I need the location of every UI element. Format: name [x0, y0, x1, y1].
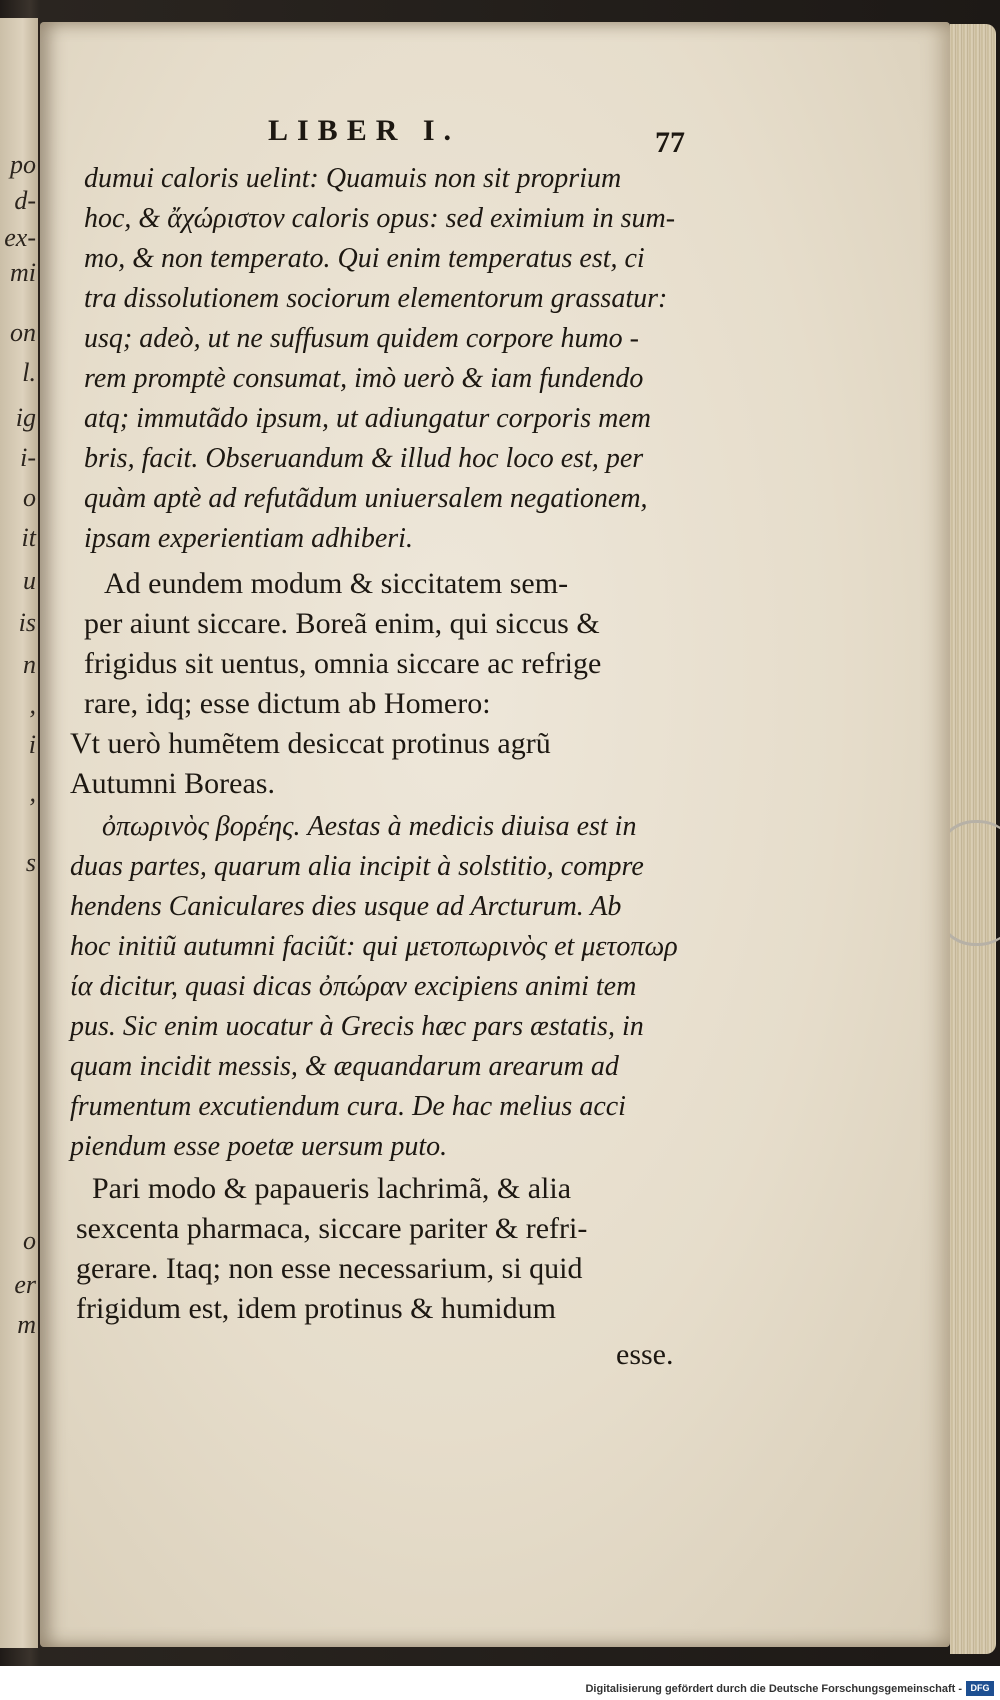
- page-number: 77: [655, 126, 685, 159]
- text-line: ipsam experientiam adhiberi.: [84, 523, 413, 554]
- text-line: quam incidit messis, & æquandarum arearum ad: [70, 1051, 619, 1082]
- text-line: per aiunt siccare. Boreã enim, qui siccus &: [84, 607, 600, 640]
- margin-fragment: er: [14, 1270, 36, 1299]
- margin-fragment: l.: [22, 358, 36, 387]
- text-line: duas partes, quarum alia incipit à solstitio, compre: [70, 851, 644, 882]
- margin-fragment: i-: [20, 443, 36, 472]
- text-line: pus. Sic enim uocatur à Grecis hæc pars æstatis, in: [70, 1011, 644, 1042]
- text-line: mo, & non temperato. Qui enim temperatus est, ci: [84, 243, 645, 274]
- text-line: rem promptè consumat, imò uerò & iam fundendo: [84, 363, 644, 394]
- margin-fragment: is: [18, 608, 36, 637]
- text-line: Ad eundem modum & siccitatem sem-: [104, 567, 569, 600]
- catchword: esse.: [616, 1338, 674, 1371]
- dfg-logo: DFG: [966, 1681, 994, 1696]
- running-header: LIBER I.: [268, 114, 461, 147]
- margin-fragment: ex-: [4, 223, 36, 252]
- text-line: frumentum excutiendum cura. De hac melius acci: [70, 1091, 626, 1122]
- text-line: piendum esse poetæ uersum puto.: [70, 1131, 448, 1162]
- digitization-credit: Digitalisierung gefördert durch die Deutsche Forschungsgemeinschaft -: [585, 1683, 962, 1695]
- text-line: Autumni Boreas.: [70, 767, 275, 800]
- text-line: gerare. Itaq; non esse necessarium, si quid: [76, 1252, 583, 1285]
- margin-fragment: i: [28, 730, 36, 759]
- text-line: frigidum est, idem protinus & humidum: [76, 1292, 556, 1325]
- text-line: quàm aptè ad refutãdum uniuersalem negationem,: [84, 483, 648, 514]
- text-line: Vt uerò humẽtem desiccat protinus agrũ: [70, 727, 551, 760]
- margin-fragment: s: [25, 848, 36, 877]
- book-page: [40, 22, 950, 1647]
- margin-fragment: it: [21, 523, 36, 552]
- margin-fragment: on: [10, 318, 36, 347]
- text-line: sexcenta pharmaca, siccare pariter & refri-: [76, 1212, 588, 1245]
- margin-fragment: po: [10, 150, 36, 179]
- text-line: tra dissolutionem sociorum elementorum grassatur:: [84, 283, 668, 314]
- margin-fragment: ig: [15, 403, 36, 432]
- text-line: ία dicitur, quasi dicas ὀπώραν excipiens animi tem: [70, 971, 637, 1002]
- margin-fragment: n: [23, 650, 36, 679]
- text-line: ὀπωρινὸς βορέης. Aestas à medicis diuisa est in: [102, 811, 637, 842]
- text-line: hoc, & ἄχώριστον caloris opus: sed eximium in sum-: [84, 203, 676, 234]
- margin-fragment: u: [23, 566, 36, 595]
- text-line: rare, idq; esse dictum ab Homero:: [84, 687, 491, 720]
- margin-fragment: ,: [29, 690, 36, 719]
- text-line: hoc initiũ autumni faciũt: qui μετοπωρινὸς et μετοπωρ: [70, 931, 678, 962]
- margin-fragment: o: [23, 1226, 36, 1255]
- text-line: usq; adeò, ut ne suffusum quidem corpore humo -: [84, 323, 640, 354]
- text-line: hendens Caniculares dies usque ad Arcturum. Ab: [70, 891, 622, 922]
- text-line: frigidus sit uentus, omnia siccare ac refrige: [84, 647, 602, 680]
- margin-fragment: mi: [10, 258, 36, 287]
- margin-fragment: o: [23, 483, 36, 512]
- margin-fragment: m: [17, 1310, 36, 1339]
- margin-fragment: ,: [29, 778, 36, 807]
- text-line: Pari modo & papaueris lachrimã, & alia: [92, 1172, 572, 1205]
- text-line: dumui caloris uelint: Quamuis non sit proprium: [84, 163, 622, 194]
- facing-page-edge: [0, 18, 40, 1648]
- text-line: atq; immutãdo ipsum, ut adiungatur corporis mem: [84, 403, 651, 434]
- margin-fragment: d-: [14, 186, 36, 215]
- text-line: bris, facit. Obseruandum & illud hoc loco est, per: [84, 443, 644, 474]
